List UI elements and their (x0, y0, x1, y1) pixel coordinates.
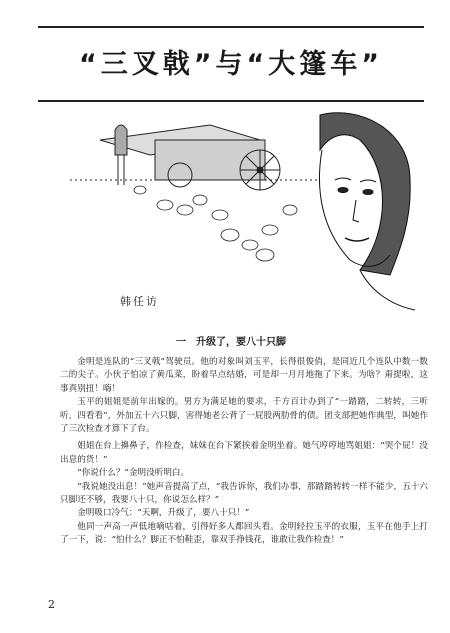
chicken-flock (134, 186, 297, 261)
illustration (60, 110, 415, 315)
cart-scene (70, 125, 320, 190)
author-byline: 韩任访 (120, 295, 159, 308)
article-title: “三叉戟”与“大篷车” (79, 49, 383, 80)
page-number: 2 (48, 598, 55, 611)
article-body (60, 356, 428, 548)
title-rule (38, 100, 424, 102)
paragraph: 金明吸口冷气：“天啊，升级了，要八十只！” (77, 508, 250, 519)
paragraph: 姐姐在台上擤鼻子，作检查，妹妹在台下紧挨着金明坐着。她气哼哼地骂姐姐：“哭个屁！没出息的货！” (60, 441, 428, 465)
top-rule (38, 26, 424, 28)
paragraph: 他同一声高一声低地嘀咕着，引得好多人都回头看。金明轻拉玉平的衣服，玉平在他手上打了一下，说：“怕什么？脚正不怕鞋歪，靠双手挣钱花，谁敢让我作检查！” (60, 521, 428, 546)
section-heading: 一 升级了，要八十只脚 (176, 337, 286, 348)
woman-portrait (319, 113, 415, 310)
paragraph: 金明是连队的“三叉戟”驾驶员。他的对象叫刘玉平，长得很俊俏，是同近几个连队中数一数二的尖子。小伙子怕凉了黄瓜菜，盼着早点结婚，可是却一月月地拖了下来。为啥？甭提啦，这事真别扭！嗨！ (60, 357, 428, 394)
paragraph: “我说她没出息！”她声音提高了点，“我告诉你，我们办事，那踏踏转转一样不能少，五十六只脚还不够，我要八十只，你说怎么样？” (60, 481, 428, 506)
paragraph: “你说什么？”金明没听明白。 (77, 468, 190, 479)
paragraph: 玉平的姐姐是前年出嫁的。男方为满足她的要求，千方百计办到了“一踏踏，二转转，三听听，四看看”，外加五十六只脚，害得她老公背了一屁股两肋骨的债。团支部把她作典型，叫她作了三次检查才算下了台。 (60, 397, 428, 435)
